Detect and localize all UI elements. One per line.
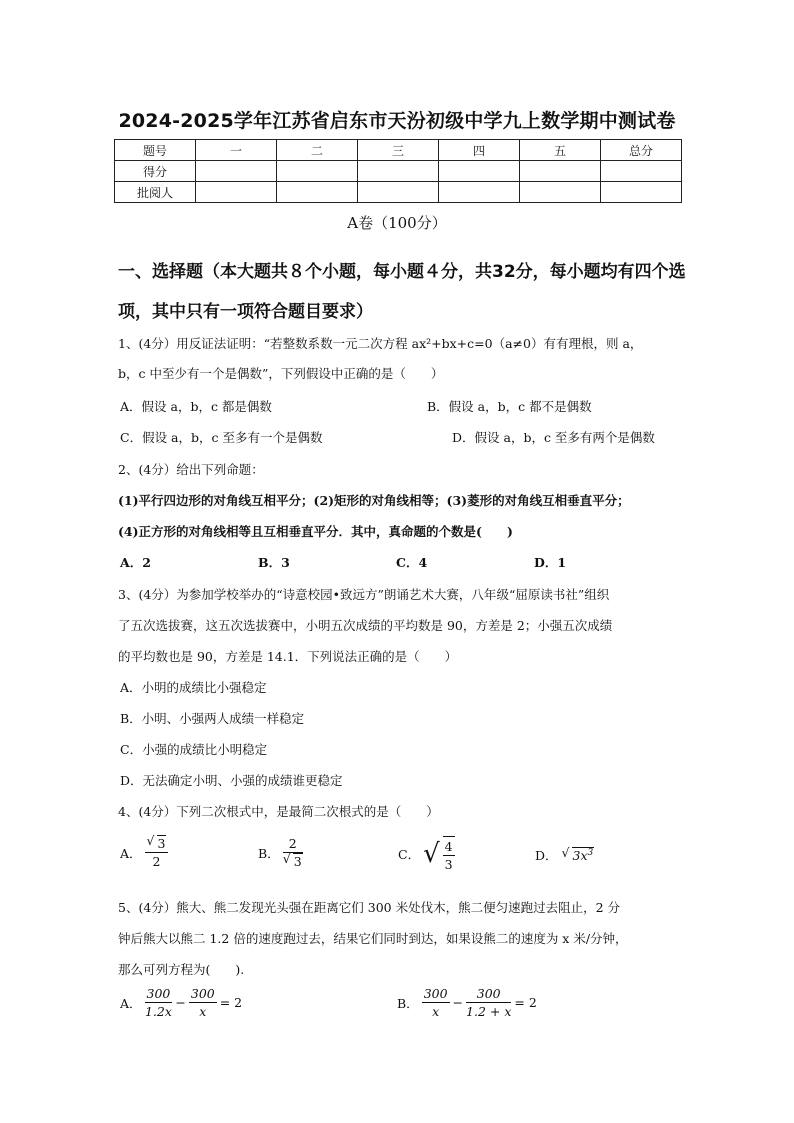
score-header-cell: 题号 [115, 140, 196, 161]
q5-option-a [120, 986, 242, 1019]
q2-line1: (1)平行四边形的对角线互相平分；(2)矩形的对角线相等；(3)菱形的对角线互相垂直平分； [118, 493, 630, 508]
q1-stem-line2: b，c 中至少有一个是偶数”，下列假设中正确的是（ ） [118, 366, 444, 381]
score-cell [196, 161, 277, 182]
q5-line1: 5、(4分）熊大、熊二发现光头强在距离它们 300 米处伐木，熊二便匀速跑过去阻止，2 分 [118, 900, 621, 915]
q4-option-b-fraction: 2 √ 3 [282, 836, 302, 869]
q5-a-num1: 300 [146, 986, 171, 1001]
score-header-cell: 二 [277, 140, 358, 161]
score-row-label: 批阅人 [115, 182, 196, 203]
score-cell [601, 161, 682, 182]
q5-a-den2: x [199, 1004, 207, 1019]
q4-option-c [398, 836, 455, 872]
q5-b-num2: 300 [466, 986, 511, 1003]
q5-a-fraction-2 [189, 986, 217, 1019]
q4-c-numerator: 4 [444, 839, 453, 854]
score-cell [601, 182, 682, 203]
q3-option-b: B．小明、小强两人成绩一样稳定 [120, 711, 305, 726]
q5-b-num1: 300 [423, 986, 448, 1001]
q5-b-fraction-2 [466, 986, 511, 1019]
q5-a-den1: 1.2x [144, 1004, 172, 1019]
q5-option-b-label: B． [397, 995, 419, 1011]
q3-option-a: A．小明的成绩比小强稳定 [120, 680, 267, 695]
q2-option-b: B．3 [258, 555, 290, 570]
q2-option-d: D．1 [534, 555, 567, 570]
q4-option-d-label: D． [535, 848, 558, 863]
q4-c-denominator: 3 [444, 857, 453, 872]
q2-option-c: C．4 [396, 555, 428, 570]
score-cell [439, 182, 520, 203]
q4-b-radicand: 3 [293, 854, 302, 869]
score-cell [358, 161, 439, 182]
q4-option-c-label: C． [398, 847, 421, 862]
q5-b-den2: 1.2 + x [466, 1004, 512, 1019]
q5-option-a-label: A． [120, 995, 142, 1011]
q1-option-a: A．假设 a，b，c 都是偶数 [120, 399, 272, 414]
q1-stem-line1: 1、(4分）用反证法证明：“若整数系数一元二次方程 ax²+bx+c=0（a≠0）有有理根，则 a， [118, 336, 643, 351]
q5-a-fraction-1 [145, 986, 173, 1019]
score-cell [277, 182, 358, 203]
q3-option-c: C．小强的成绩比小明稳定 [120, 742, 268, 757]
q5-a-equals: = 2 [219, 995, 243, 1010]
q5-option-b [397, 986, 537, 1019]
q3-line1: 3、(4分）为参加学校举办的“诗意校园•致远方”朗诵艺术大赛，八年级“屈原读书社”组织 [118, 587, 610, 602]
q5-b-minus: − [452, 995, 464, 1010]
q1-option-d: D．假设 a，b，c 至多有两个是偶数 [452, 430, 655, 445]
score-cell [439, 161, 520, 182]
score-header-cell: 总分 [601, 140, 682, 161]
q2-stem: 2、(4分）给出下列命题： [118, 462, 264, 477]
q5-b-equals: = 2 [514, 995, 537, 1010]
q4-option-b [258, 836, 303, 869]
score-row-label: 得分 [115, 161, 196, 182]
part-one-heading: 一、选择题（本大题共８个小题，每小题４分，共32分，每小题均有四个选项，其中只有一项符合题目要求） [118, 262, 686, 322]
score-cell [196, 182, 277, 203]
q4-c-sqrt-sign: √ [423, 839, 440, 869]
q5-line2: 钟后熊大以熊二 1.2 倍的速度跑过去，结果它们同时到达，如果设熊二的速度为 x 米/分钟， [118, 931, 628, 946]
q2-option-a: A．2 [120, 555, 151, 570]
score-table-row-score [115, 161, 682, 182]
q5-a-minus: − [175, 995, 186, 1010]
score-cell [358, 182, 439, 203]
q3-line2: 了五次选拔赛，这五次选拔赛中，小明五次成绩的平均数是 90，方差是 2；小强五次成绩 [118, 618, 613, 633]
score-cell [520, 182, 601, 203]
q3-line3: 的平均数也是 90，方差是 14.1．下列说法正确的是（ ） [118, 649, 458, 664]
q4-b-numerator: 2 [283, 836, 303, 853]
q5-b-den1: x [432, 1004, 440, 1019]
score-table-row-grader [115, 182, 682, 203]
q4-option-d: D． √ $3x^3$ [535, 844, 594, 863]
q4-d-radicand: 3x [572, 848, 588, 863]
q4-stem: 4、(4分）下列二次根式中，是最简二次根式的是（ ） [118, 804, 439, 819]
q1-option-b: B．假设 a，b，c 都不是偶数 [427, 399, 592, 414]
q2-line2: (4)正方形的对角线相等且互相垂直平分．其中，真命题的个数是( ) [118, 524, 513, 539]
score-header-cell: 四 [439, 140, 520, 161]
q4-option-a [120, 833, 168, 869]
score-cell [520, 161, 601, 182]
q4-a-radicand: 3 [157, 836, 166, 851]
q5-a-num2: 300 [190, 986, 215, 1001]
q4-option-c-fraction [443, 836, 455, 872]
section-a-title: A卷（100分） [347, 214, 447, 232]
score-header-cell: 一 [196, 140, 277, 161]
q4-option-a-fraction: √ 3 2 [145, 836, 169, 869]
score-header-cell: 五 [520, 140, 601, 161]
exam-title: 2024-2025学年江苏省启东市天汾初级中学九上数学期中测试卷 [118, 110, 676, 132]
q5-line3: 那么可列方程为( ). [118, 962, 245, 977]
score-header-cell: 三 [358, 140, 439, 161]
q4-a-denominator: 2 [152, 854, 161, 869]
q4-option-b-label: B． [258, 845, 280, 861]
q4-option-a-label: A． [120, 845, 142, 861]
q5-b-fraction-1 [422, 986, 450, 1019]
score-table-header-row [115, 140, 682, 161]
score-table [114, 139, 682, 203]
q1-option-c: C．假设 a，b，c 至多有一个是偶数 [120, 430, 323, 445]
q4-d-exponent: 3 [587, 847, 594, 858]
score-cell [277, 161, 358, 182]
q3-option-d: D．无法确定小明、小强的成绩谁更稳定 [120, 773, 343, 788]
